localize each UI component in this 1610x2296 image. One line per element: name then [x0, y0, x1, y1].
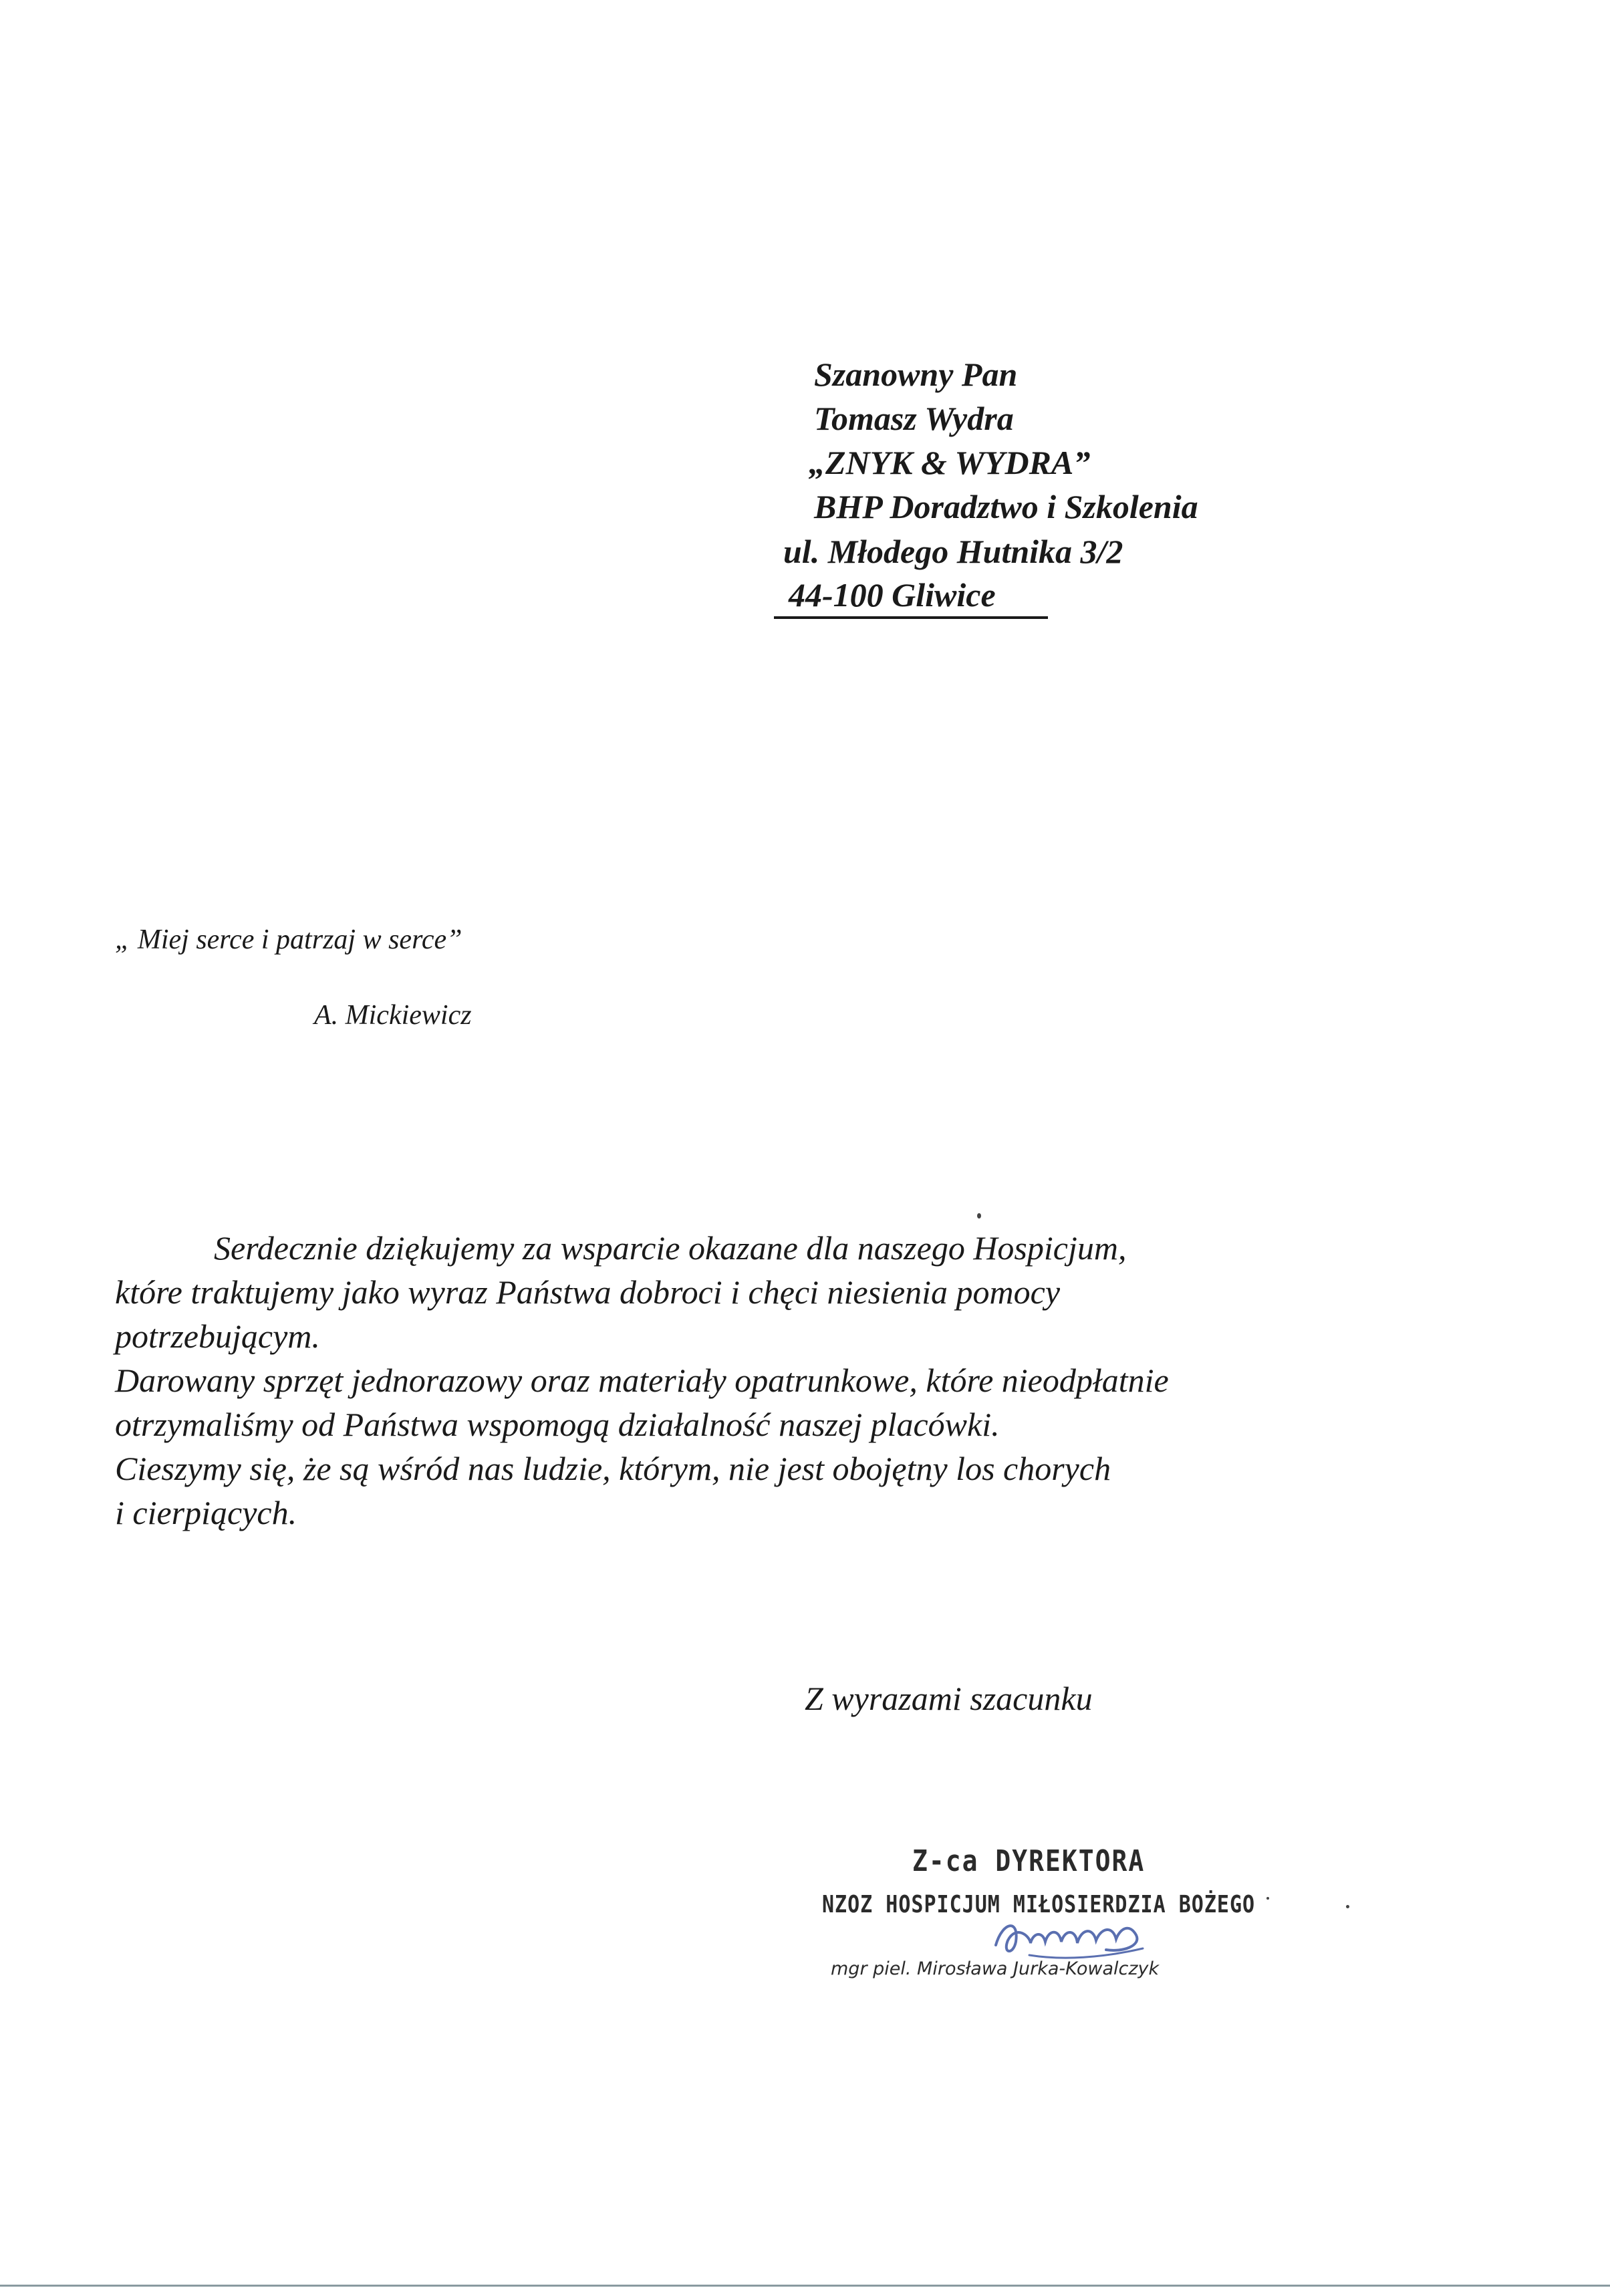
body-line: i cierpiących.: [115, 1494, 297, 1531]
scan-speck: [1346, 1905, 1349, 1908]
address-underline: [774, 616, 1048, 619]
recipient-company-description: BHP Doradztwo i Szkolenia: [814, 488, 1198, 525]
body-line: Cieszymy się, że są wśród nas ludzie, którym, nie jest obojętny los chorych: [115, 1450, 1111, 1487]
motto-author: A. Mickiewicz: [314, 1000, 472, 1031]
body-line: które traktujemy jako wyraz Państwa dobroci i chęci niesienia pomocy: [115, 1273, 1061, 1311]
stamp-title: Z-ca DYREKTORA: [912, 1843, 1146, 1878]
body-line: potrzebującym.: [115, 1317, 320, 1355]
recipient-street: ul. Młodego Hutnika 3/2: [783, 533, 1123, 570]
body-line: Serdecznie dziękujemy za wsparcie okazane dla naszego Hospicjum,: [214, 1229, 1127, 1267]
handwritten-signature: [989, 1908, 1163, 1968]
closing-phrase: Z wyrazami szacunku: [805, 1680, 1093, 1717]
body-line: otrzymaliśmy od Państwa wspomogą działalność naszej placówki.: [115, 1406, 1000, 1443]
scan-bottom-edge: [0, 2285, 1610, 2287]
recipient-city: 44-100 Gliwice: [789, 576, 996, 614]
motto-quote: „ Miej serce i patrzaj w serce”: [115, 924, 462, 955]
body-line: Darowany sprzęt jednorazowy oraz materiały opatrunkowe, które nieodpłatnie: [115, 1362, 1169, 1399]
stamp-person: mgr piel. Mirosława Jurka-Kowalczyk: [831, 1958, 1160, 1979]
scan-speck: [1266, 1897, 1269, 1900]
recipient-name: Tomasz Wydra: [814, 400, 1014, 437]
recipient-salutation: Szanowny Pan: [814, 356, 1018, 393]
stamp-organization: NZOZ HOSPICJUM MIŁOSIERDZIA BOŻEGO: [822, 1890, 1256, 1919]
recipient-company: „ZNYK & WYDRA”: [809, 444, 1091, 481]
scan-speck: [977, 1213, 981, 1219]
